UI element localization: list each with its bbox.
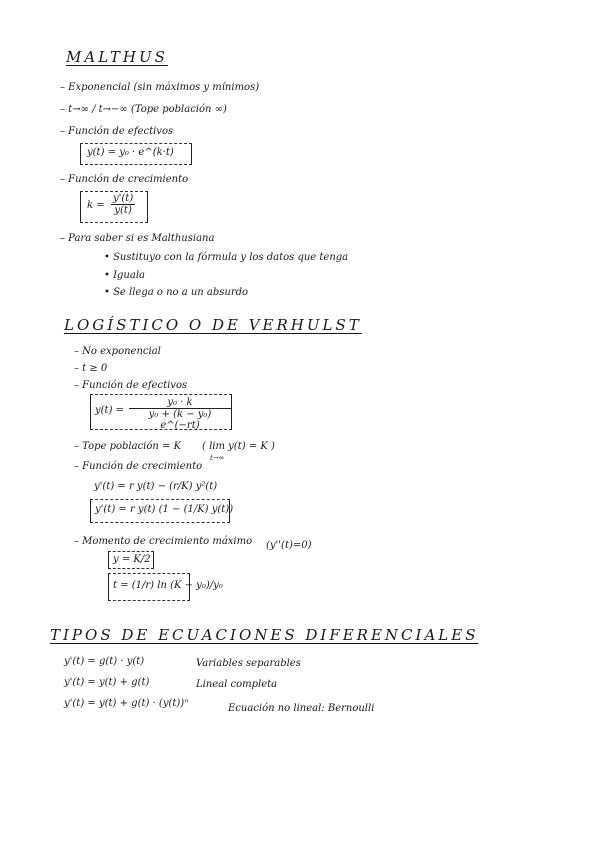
logistico-formula-box-y <box>108 551 154 569</box>
malthus-bullet-limits: – t→∞ / t→−∞ (Tope población ∞) <box>60 104 227 115</box>
logistico-formula-box-efectivos <box>90 394 232 430</box>
malthus-formula-fraction <box>111 193 135 216</box>
logistico-formula-t-max: t = (1/r) ln (K − y₀)/y₀ <box>113 580 223 591</box>
malthus-bullet-saber: – Para saber si es Malthusiana <box>60 233 215 244</box>
logistico-formula-fraction <box>129 397 231 431</box>
malthus-formula-k-label: k = <box>87 200 105 211</box>
logistico-bullet-momento: – Momento de crecimiento máximo <box>74 536 253 547</box>
section-title-malthus: MALTHUS <box>66 48 168 66</box>
logistico-bullet-efectivos: – Función de efectivos <box>74 380 188 391</box>
malthus-fraction-numerator: y'(t) <box>113 193 134 204</box>
logistico-formula-crecimiento-a: y'(t) = r y(t) − (r/K) y²(t) <box>94 481 218 492</box>
logistico-bullet-t: – t ≥ 0 <box>74 363 108 374</box>
logistico-limit-subscript: t→∞ <box>210 454 225 462</box>
tipos-note-bernoulli: Ecuación no lineal: Bernoulli <box>228 703 375 714</box>
malthus-formula-box-crecimiento <box>80 191 148 223</box>
malthus-sub-absurdo: • Se llega o no a un absurdo <box>104 287 249 298</box>
malthus-formula-box-efectivos <box>80 143 192 165</box>
logistico-fraction-denominator: y₀ + (k − y₀) e^(−rt) <box>148 409 212 431</box>
malthus-bullet-efectivos: – Función de efectivos <box>60 126 174 137</box>
logistico-formula-y-max: y = K/2 <box>113 554 151 565</box>
logistico-momento-note: (y''(t)=0) <box>266 540 312 551</box>
malthus-bullet-exponencial: – Exponencial (sin máximos y mínimos) <box>60 82 260 93</box>
tipos-note-lineal: Lineal completa <box>196 679 278 690</box>
tipos-equation-lineal: y'(t) = y(t) + g(t) <box>64 677 150 688</box>
malthus-fraction-denominator: y(t) <box>114 205 132 216</box>
logistico-bullet-crecimiento: – Función de crecimiento <box>74 461 203 472</box>
logistico-formula-crecimiento-b: y'(t) = r y(t) (1 − (1/K) y(t)) <box>95 504 234 515</box>
tipos-note-separables: Variables separables <box>196 658 301 669</box>
logistico-formula-box-crecimiento <box>90 499 234 523</box>
logistico-fraction-numerator: y₀ · k <box>129 397 231 409</box>
section-title-tipos: TIPOS DE ECUACIONES DIFERENCIALES <box>50 626 479 644</box>
tipos-equation-bernoulli: y'(t) = y(t) + g(t) · (y(t))ⁿ <box>64 698 189 709</box>
section-title-logistico: LOGÍSTICO O DE VERHULST <box>64 316 362 334</box>
malthus-sub-iguala: • Iguala <box>104 270 145 281</box>
tipos-equation-separables: y'(t) = g(t) · y(t) <box>64 656 145 667</box>
malthus-bullet-crecimiento: – Función de crecimiento <box>60 174 189 185</box>
malthus-formula-efectivos: y(t) = y₀ · e^(k·t) <box>87 147 174 158</box>
logistico-bullet-tope: – Tope población = K <box>74 441 182 452</box>
logistico-bullet-no-exponencial: – No exponencial <box>74 346 161 357</box>
logistico-limit-note: ( lim y(t) = K ) <box>202 441 275 452</box>
malthus-sub-sustituyo: • Sustituyo con la fórmula y los datos que tenga <box>104 252 349 263</box>
logistico-formula-lhs: y(t) = <box>95 405 125 416</box>
logistico-formula-box-t <box>108 573 223 601</box>
